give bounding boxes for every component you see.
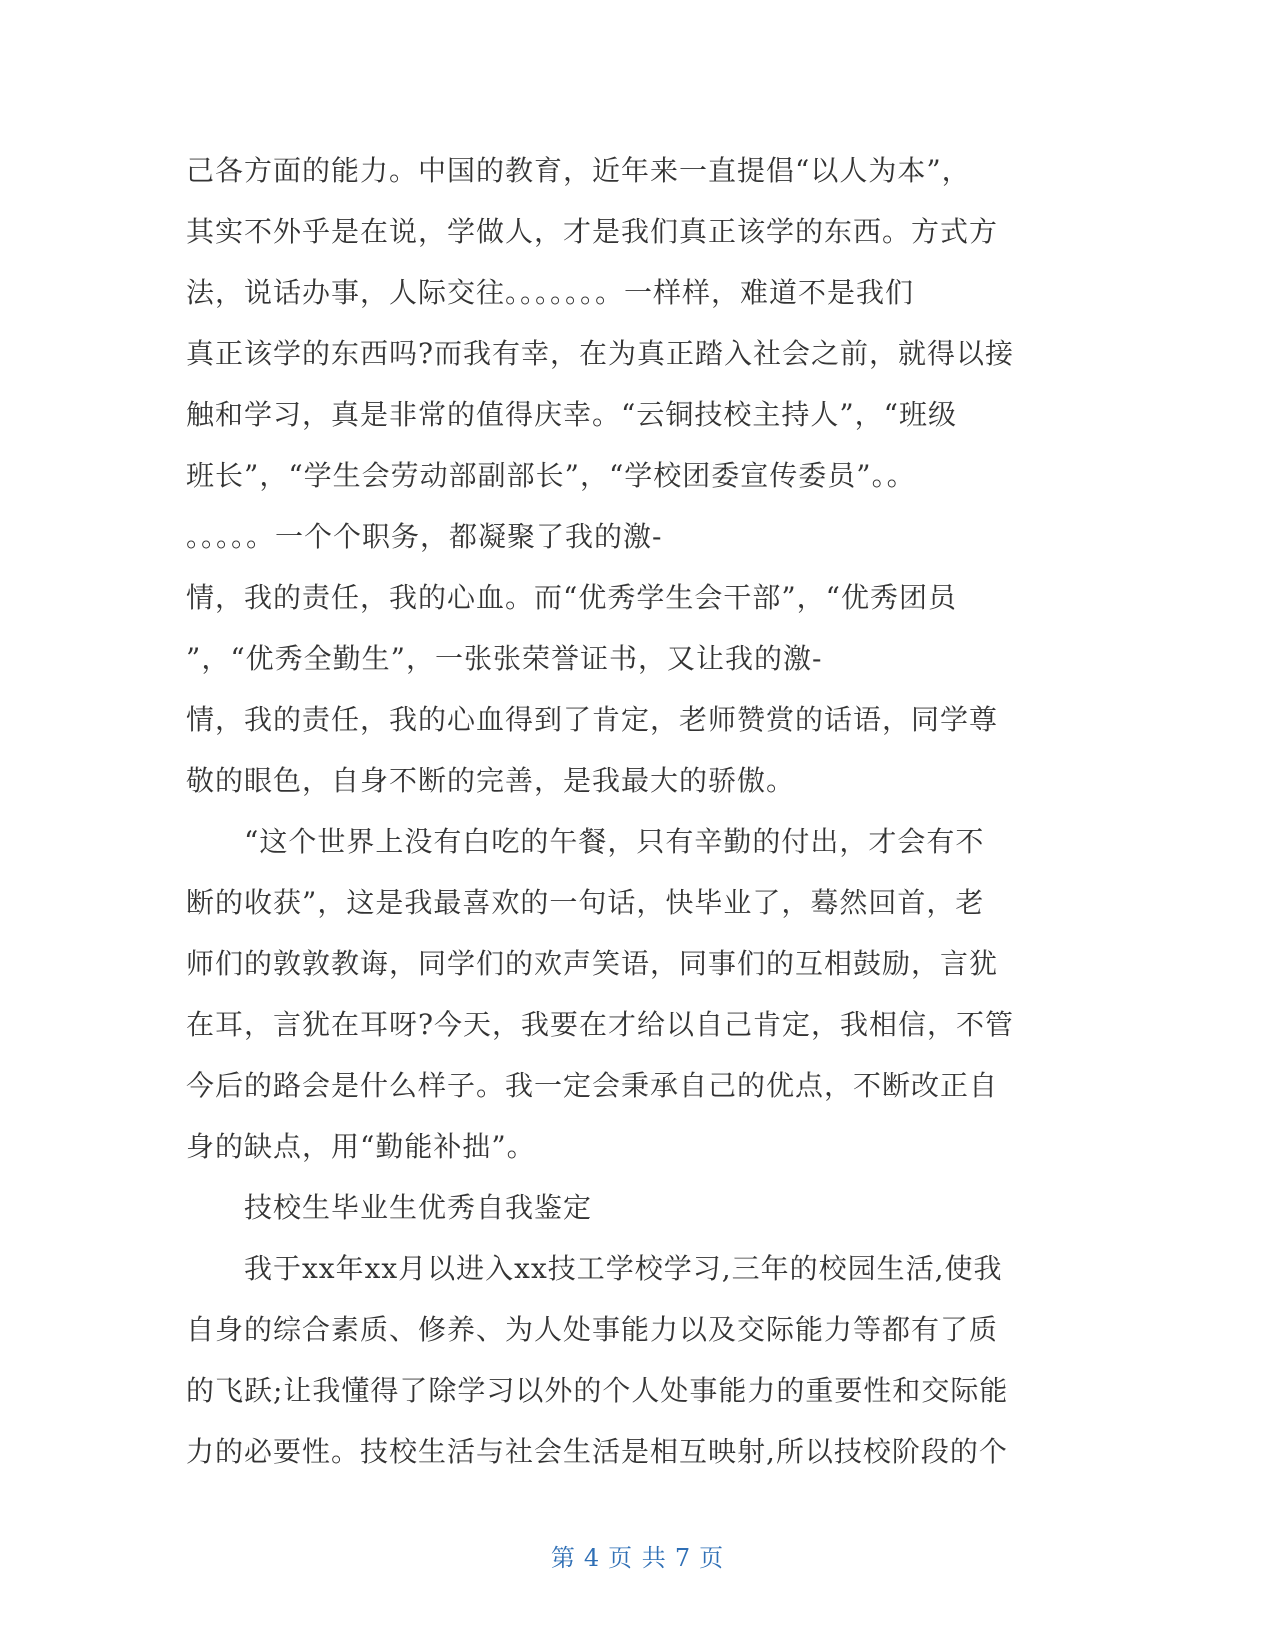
text-line: “这个世界上没有白吃的午餐，只有辛勤的付出，才会有不 (186, 825, 985, 858)
footer-middle: 页 共 (608, 1544, 667, 1572)
text-line: 师们的敦敦教诲，同学们的欢声笑语，同事们的互相鼓励，言犹 (186, 947, 999, 980)
text-line: 班长”，“学生会劳动部副部长”，“学校团委宣传委员”。。 (186, 459, 916, 492)
text-line: 真正该学的东西吗?而我有幸，在为真正踏入社会之前，就得以接 (186, 337, 1015, 370)
text-line: 情，我的责任，我的心血得到了肯定，老师赞赏的话语，同学尊 (186, 703, 999, 736)
text-line: 法，说话办事，人际交往。。。。。。。一样样，难道不是我们 (186, 276, 915, 309)
text-line: 力的必要性。技校生活与社会生活是相互映射,所以技校阶段的个 (186, 1435, 1008, 1468)
text-line: 己各方面的能力。中国的教育，近年来一直提倡“以人为本”， (186, 154, 971, 187)
text-line: 自身的综合素质、修养、为人处事能力以及交际能力等都有了质 (186, 1313, 999, 1346)
footer-page-number: 4 (583, 1544, 601, 1572)
text-line: 敬的眼色，自身不断的完善，是我最大的骄傲。 (186, 764, 796, 797)
section-heading: 技校生毕业生优秀自我鉴定 (186, 1191, 593, 1224)
footer-suffix: 页 (699, 1544, 725, 1572)
text-line: 触和学习，真是非常的值得庆幸。“云铜技校主持人”，“班级 (186, 398, 957, 431)
text-line: 我于xx年xx月以进入xx技工学校学习,三年的校园生活,使我 (186, 1252, 1003, 1285)
text-line: 在耳，言犹在耳呀?今天，我要在才给以自己肯定，我相信，不管 (186, 1008, 1015, 1041)
footer-total-pages: 7 (674, 1544, 692, 1572)
text-line: 身的缺点，用“勤能补拙”。 (186, 1130, 536, 1163)
text-line: 断的收获”，这是我最喜欢的一句话，快毕业了，蓦然回首，老 (186, 886, 985, 919)
text-line: 情，我的责任，我的心血。而“优秀学生会干部”，“优秀团员 (186, 581, 957, 614)
page-footer (0, 1538, 1275, 1573)
text-line: ”，“优秀全勤生”，一张张荣誉证书，又让我的激- (186, 642, 823, 675)
text-line: 。。。。。一个个职务，都凝聚了我的激- (186, 520, 663, 553)
footer-prefix: 第 (550, 1544, 576, 1572)
document-body (186, 140, 1086, 1482)
text-line: 的飞跃;让我懂得了除学习以外的个人处事能力的重要性和交际能 (186, 1374, 1009, 1407)
text-line: 其实不外乎是在说，学做人，才是我们真正该学的东西。方式方 (186, 215, 999, 248)
text-line: 今后的路会是什么样子。我一定会秉承自己的优点，不断改正自 (186, 1069, 999, 1102)
